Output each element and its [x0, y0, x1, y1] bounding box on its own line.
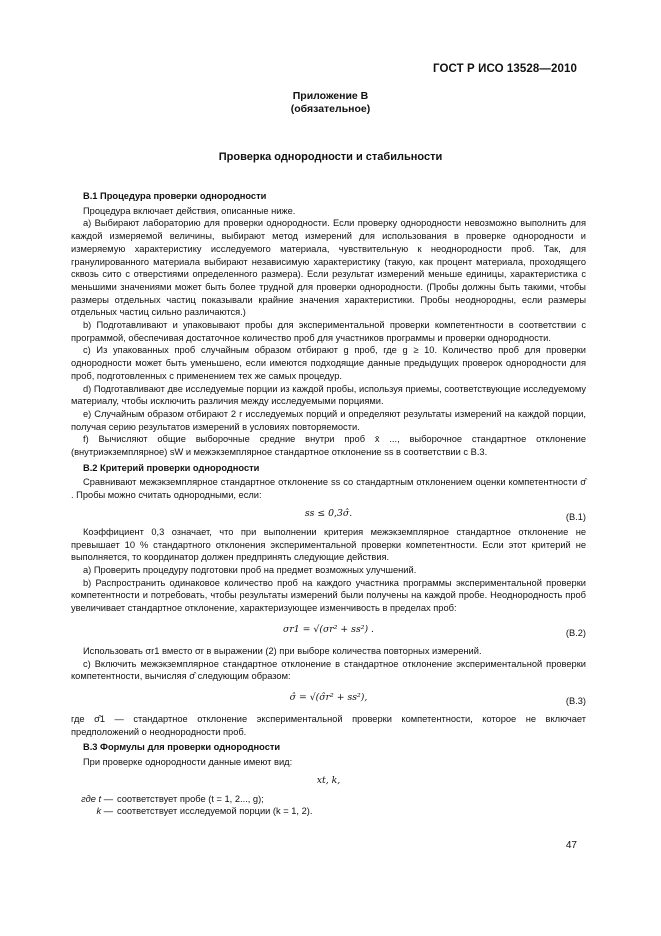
definitions-list [71, 793, 586, 818]
formula-b2-number: (В.2) [565, 627, 586, 638]
formula-b3-expression: σ̂ = √(σ̂r² + ss²), [289, 691, 368, 703]
formula-data-form-expression: xt, k, [316, 774, 341, 786]
formula-b3-number: (В.3) [565, 695, 586, 706]
formula-b1 [71, 502, 586, 526]
paragraph: d) Подготавливают две исследуемые порции из каждой пробы, используя приемы, соответствующие исследуемому материалу, чтобы исключить различия между исследуемыми порциями. [71, 383, 586, 407]
definition-text: соответствует исследуемой порции (k = 1, 2). [117, 806, 313, 817]
paragraph: e) Случайным образом отбирают 2 г исследуемых порций и определяют результаты измерений на каждой порции, получая серию результатов измерений в условиях повторяемости. [71, 408, 586, 432]
definition-term: k — [96, 806, 113, 817]
main-title: Проверка однородности и стабильности [218, 151, 443, 163]
formula-b1-number: (В.1) [565, 511, 586, 522]
paragraph: а) Проверить процедуру подготовки проб на предмет возможных улучшений. [83, 564, 417, 575]
definition-row [71, 805, 586, 818]
document-body [71, 187, 586, 818]
formula-b2 [71, 615, 586, 645]
formula-b2-expression: σr1 = √(σr² + ss²) . [283, 623, 374, 635]
paragraph: При проверке однородности данные имеют вид: [83, 757, 293, 768]
formula-b1-expression: ss ≤ 0,3σ̂. [304, 507, 353, 519]
paragraph: Использовать σr1 вместо σr в выражении (2) при выборе количества повторных измерений. [83, 645, 482, 656]
paragraph: c) Из упакованных проб случайным образом отбирают g проб, где g ≥ 10. Количество проб для проверки однородности может быть уменьшено, если имеются подходящие данные предыдущих проверок однородности для проб, подготовленных с применением тех же самых процедур. [71, 345, 586, 381]
annex-heading [0, 90, 661, 116]
paragraph: b) Распространить одинаковое количество проб на каждого участника программы экспериментальной проверки компетентности и потребовать, чтобы результаты измерений были получены на каждой пробе. Неоднородность проб увеличивает стандартное отклонение, характеризующее изменчивость в пределах проб: [71, 577, 586, 614]
paragraph: f) Вычисляют общие выборочные средние внутри проб x̄ ..., выборочное стандартное отклонение (внутриэкземплярное) sW и межэкземплярное стандартное отклонение ss в соответствии с В.3. [71, 434, 586, 458]
definition-text: соответствует пробе (t = 1, 2..., g); [117, 793, 264, 804]
section-b1-heading: В.1 Процедура проверки однородности [83, 191, 267, 201]
paragraph: Процедура включает действия, описанные ниже. [83, 205, 296, 216]
paragraph: Коэффициент 0,3 означает, что при выполнении критерия межэкземплярное стандартное отклонение не превышает 10 % стандартного отклонения экспериментальной проверки компетентности. Если этот критерий не выполняется, то координатор должен предпринять следующие действия. [71, 526, 586, 563]
section-b2-heading: В.2 Критерий проверки однородности [83, 462, 260, 473]
paragraph: c) Включить межэкземплярное стандартное отклонение в стандартное отклонение экспериментальной проверки компетентности, вычисляя σ̂ следующим образом: [71, 658, 586, 682]
annex-title: Приложение В [292, 90, 369, 102]
definition-row [71, 793, 586, 806]
formula-data-form [71, 769, 586, 793]
paragraph: где σ̂1 — стандартное отклонение экспериментальной проверки компетентности, которое не включает предположений о неоднородности проб. [71, 713, 586, 737]
paragraph: а) Выбирают лабораторию для проверки однородности. Если проверку однородности невозможно выполнить для каждой измеряемой величины, выбирают метод измерений для использования в проверке однородности и измеряемую характеристику исследуемого материала, чувствительную к неоднородности проб. Так, для гранулированного материала выбирают независимую характеристику (такую, как процент материала, проходящего сквозь сито с отверстиями определенного размера). Если результат измерений меньше единицы, характеристика с меньшими значениями может быть более трудной для проверки однородности. (Пробы должны быть такими, чтобы размеры отдельных частиц показывали крайние значения характеристики. Пробы неоднородны, если размеры отдельных частиц сильно различаются.) [71, 218, 586, 318]
annex-subtitle: (обязательное) [290, 103, 371, 115]
paragraph: b) Подготавливают и упаковывают пробы для экспериментальной проверки компетентности в соответствии с программой, обеспечивая достаточное количество проб для участников программы и проверки однородности. [71, 320, 586, 343]
page-number: 47 [565, 840, 577, 851]
section-b3-heading: В.3 Формулы для проверки однородности [83, 742, 281, 753]
formula-b3 [71, 683, 586, 713]
paragraph: Сравнивают межэкземплярное стандартное отклонение ss со стандартным отклонением оценки компетентности σ̂ . Пробы можно считать однородными, если: [71, 477, 586, 501]
definition-term: где t — [81, 793, 113, 804]
standard-number: ГОСТ Р ИСО 13528—2010 [432, 63, 577, 75]
